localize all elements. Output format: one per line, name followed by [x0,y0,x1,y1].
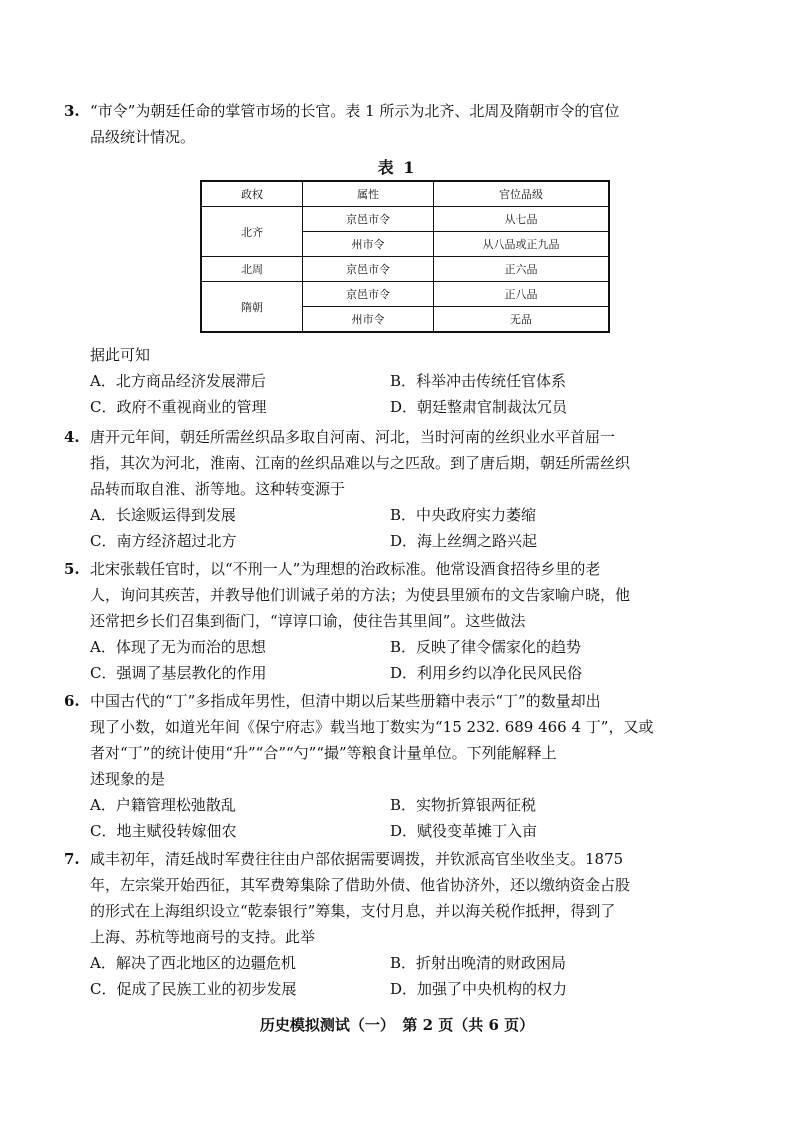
table-cell: 正六品 [434,257,610,282]
question-7-stem-line-3: 的形式在上海组织设立“乾泰银行”筹集，支付月息，并以海关税作抵押，得到了 [90,902,616,920]
question-5-stem-line-1: 5. 北宋张载任官时，以“不刑一人”为理想的治政标准。他常设酒食招待乡里的老 [64,556,744,582]
option-b[interactable]: B．反映了律令儒家化的趋势 [390,638,582,656]
table-row [201,257,609,282]
option-b[interactable]: B．折射出晚清的财政困局 [390,954,567,972]
table-cell: 京邑市令 [303,207,434,232]
question-number: 4. [64,428,80,446]
question-5 [64,556,744,686]
question-6-stem-line-2: 现了小数，如道光年间《保宁府志》载当地丁数实为“15 232. 689 466 4 丁”，又或 [90,718,654,736]
option-b[interactable]: B．科举冲击传统任官体系 [390,372,567,390]
table-cell-regime: 北齐 [201,207,303,257]
option-d[interactable]: D．海上丝绸之路兴起 [390,532,538,550]
question-number: 5. [64,560,80,578]
question-7 [64,846,744,1002]
question-number: 3. [64,102,80,120]
option-d[interactable]: D．朝廷整肃官制裁汰冗员 [390,398,568,416]
option-c[interactable]: C．强调了基层教化的作用 [90,664,267,682]
table-header-cell: 属性 [303,181,434,207]
table-cell: 京邑市令 [303,257,434,282]
question-4 [64,424,744,554]
table-cell: 从八品或正九品 [434,232,610,257]
options-row [64,976,744,1002]
option-b[interactable]: B．中央政府实力萎缩 [390,506,537,524]
option-a[interactable]: A．北方商品经济发展滞后 [90,372,266,390]
option-a[interactable]: A．长途贩运得到发展 [90,506,236,524]
question-4-stem-line-3: 品转而取自淮、浙等地。这种转变源于 [90,480,346,498]
question-7-stem-line-2: 年，左宗棠开始西征，其军费筹集除了借助外债、他省协济外，还以缴纳资金占股 [90,876,631,894]
table-cell: 正八品 [434,282,610,307]
question-7-stem-line-1: 7. 咸丰初年，清廷战时军费往往由户部依据需要调拨，并钦派高官坐收坐支。1875 [64,846,744,872]
options-row [64,368,744,394]
option-c[interactable]: C．政府不重视商业的管理 [90,398,267,416]
question-7-stem-line-4: 上海、苏杭等地商号的支持。此举 [90,928,316,946]
question-4-stem-line-1: 4. 唐开元年间，朝廷所需丝织品多取自河南、河北，当时河南的丝织业水平首屈一 [64,424,744,450]
question-3-stem-line-1: 3. “市令”为朝廷任命的掌管市场的长官。表 1 所示为北齐、北周及隋朝市令的官位 [64,98,744,124]
options-row [64,528,744,554]
options-row [64,660,744,686]
question-5-stem-line-2: 人，询问其疾苦，并教导他们训诫子弟的方法；为使县里颁布的文告家喻户晓，他 [90,586,631,604]
question-3 [64,98,744,150]
options-row [64,950,744,976]
options-row [64,502,744,528]
question-3-lead: 据此可知 [90,346,151,364]
option-d[interactable]: D．加强了中央机构的权力 [390,980,568,998]
question-6-stem-line-3: 者对“丁”的统计使用“升”“合”“勺”“撮”等粮食计量单位。下列能解释上 [90,744,557,762]
page-footer: 历史模拟测试（一） 第 2 页（共 6 页） [259,1016,535,1034]
table-header-cell: 政权 [201,181,303,207]
options-row [64,634,744,660]
question-number: 6. [64,692,80,710]
options-row [64,792,744,818]
question-number: 7. [64,850,80,868]
question-6-stem-line-1: 6. 中国古代的“丁”多指成年男性，但清中期以后某些册籍中表示“丁”的数量却出 [64,688,744,714]
options-row [64,394,744,420]
table-cell: 州市令 [303,232,434,257]
table-header-cell: 官位品级 [434,181,610,207]
table-cell-regime: 隋朝 [201,282,303,333]
option-c[interactable]: C．南方经济超过北方 [90,532,237,550]
table-row [201,282,609,307]
question-4-stem-line-2: 指，其次为河北，淮南、江南的丝织品难以与之匹敌。到了唐后期，朝廷所需丝织 [90,454,631,472]
table-row [201,207,609,232]
question-5-stem-line-3: 还常把乡长们召集到衙门，“谆谆口谕，使往告其里闾”。这些做法 [90,612,526,630]
market-official-rank-table [200,180,610,333]
question-6 [64,688,744,844]
table-header-row [201,181,609,207]
table-cell-regime: 北周 [201,257,303,282]
table-cell: 无品 [434,307,610,333]
table-cell: 京邑市令 [303,282,434,307]
option-a[interactable]: A．体现了无为而治的思想 [90,638,266,656]
option-d[interactable]: D．赋役变革摊丁入亩 [390,822,538,840]
table-cell: 从七品 [434,207,610,232]
option-a[interactable]: A．解决了西北地区的边疆危机 [90,954,296,972]
option-a[interactable]: A．户籍管理松弛散乱 [90,796,236,814]
question-3-stem-line-2: 品级统计情况。 [90,128,196,146]
option-d[interactable]: D．利用乡约以净化民风民俗 [390,664,583,682]
options-row [64,818,744,844]
table-cell: 州市令 [303,307,434,333]
question-3-options [64,368,744,420]
option-c[interactable]: C．促成了民族工业的初步发展 [90,980,297,998]
option-b[interactable]: B．实物折算银两征税 [390,796,537,814]
table-caption: 表 1 [377,158,417,177]
option-c[interactable]: C．地主赋役转嫁佃农 [90,822,237,840]
question-6-stem-line-4: 述现象的是 [90,770,166,788]
